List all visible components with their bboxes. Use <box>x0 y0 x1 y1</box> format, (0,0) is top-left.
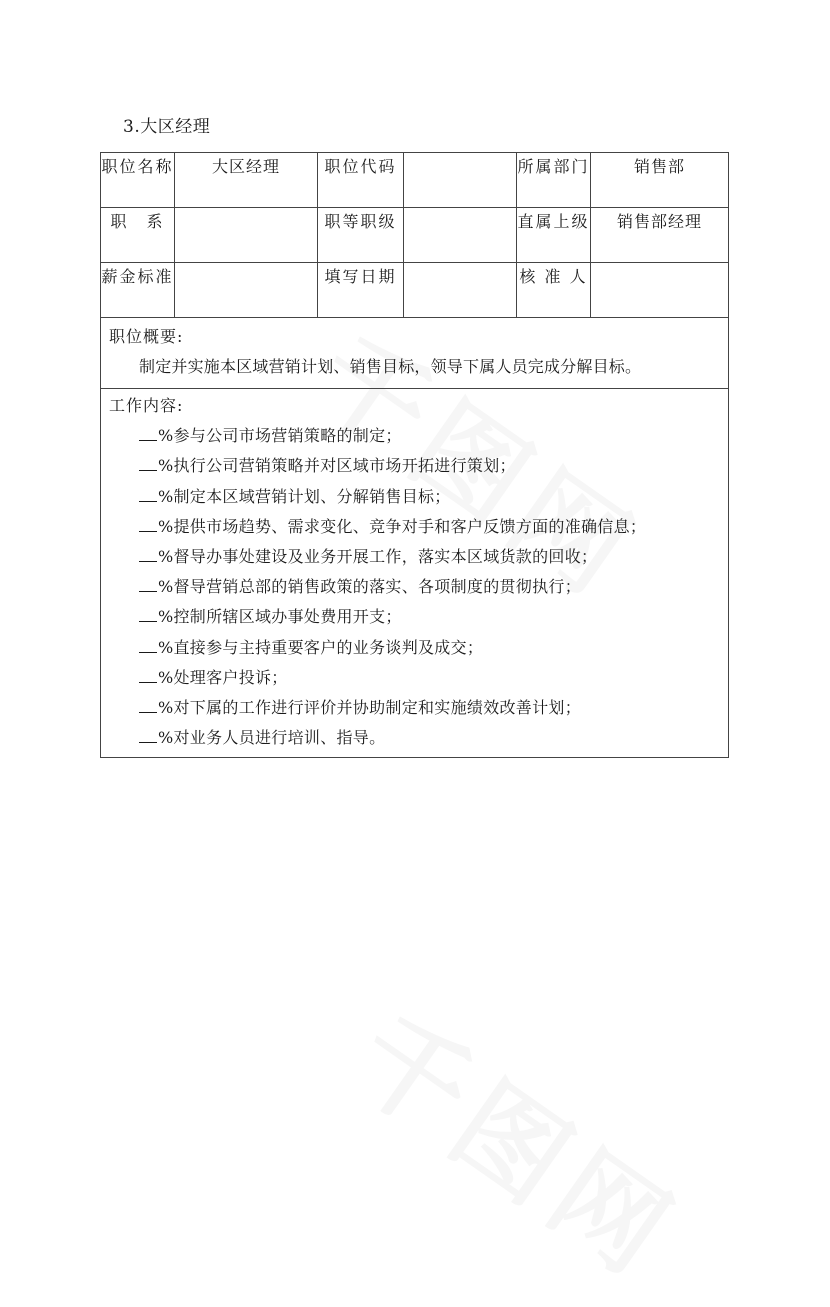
percentage-blank <box>139 517 157 532</box>
percentage-blank <box>139 698 157 713</box>
percentage-blank <box>139 456 157 471</box>
section-title: 3.大区经理 <box>123 117 211 137</box>
percentage-blank <box>139 426 157 441</box>
table-row <box>101 208 729 263</box>
position-code-value <box>404 153 517 208</box>
table-row <box>101 263 729 318</box>
percentage-blank <box>139 487 157 502</box>
percentage-blank <box>139 577 157 592</box>
list-item <box>139 542 722 572</box>
job-family-value <box>175 208 318 263</box>
summary-cell <box>101 318 729 389</box>
fill-date-value <box>404 263 517 318</box>
list-item <box>139 633 722 663</box>
list-item <box>139 572 722 602</box>
percentage-blank <box>139 547 157 562</box>
list-item <box>139 663 722 693</box>
duty-text: %处理客户投诉； <box>158 667 288 687</box>
percentage-blank <box>139 638 157 653</box>
position-name-value: 大区经理 <box>175 153 318 208</box>
position-code-label: 职位代码 <box>318 153 404 208</box>
duty-text: %控制所辖区域办事处费用开支； <box>158 607 402 627</box>
department-value: 销售部 <box>591 153 729 208</box>
position-name-label: 职位名称 <box>101 153 175 208</box>
duties-cell <box>101 389 729 758</box>
direct-supervisor-label: 直属上级 <box>517 208 591 263</box>
duty-text: %提供市场趋势、需求变化、竞争对手和客户反馈方面的准确信息； <box>158 516 647 536</box>
duties-row <box>101 389 729 758</box>
salary-standard-value <box>175 263 318 318</box>
duty-text: %执行公司营销策略并对区域市场开拓进行策划； <box>158 456 516 476</box>
duty-text: %督导营销总部的销售政策的落实、各项制度的贯彻执行； <box>158 577 582 597</box>
grade-level-value <box>404 208 517 263</box>
watermark <box>327 971 713 1307</box>
department-label: 所属部门 <box>517 153 591 208</box>
summary-title: 职位概要: <box>109 327 184 346</box>
duty-text: %参与公司市场营销策略的制定； <box>158 426 402 446</box>
percentage-blank <box>139 607 157 622</box>
duties-list <box>109 421 722 753</box>
duty-text: %督导办事处建设及业务开展工作，落实本区域货款的回收； <box>158 547 598 567</box>
grade-level-label: 职等职级 <box>318 208 404 263</box>
percentage-blank <box>139 728 157 743</box>
summary-text: 制定并实施本区域营销计划、销售目标，领导下属人员完成分解目标。 <box>139 357 642 376</box>
percentage-blank <box>139 668 157 683</box>
duty-text: %对下属的工作进行评价并协助制定和实施绩效改善计划； <box>158 698 582 718</box>
salary-standard-label: 薪金标准 <box>101 263 175 318</box>
list-item <box>139 482 722 512</box>
list-item <box>139 723 722 753</box>
job-description-table <box>100 152 729 758</box>
duty-text: %对业务人员进行培训、指导。 <box>158 728 386 748</box>
duties-title: 工作内容: <box>109 396 184 415</box>
summary-row <box>101 318 729 389</box>
list-item <box>139 693 722 723</box>
list-item <box>139 512 722 542</box>
approver-label: 核 准 人 <box>517 263 591 318</box>
direct-supervisor-value: 销售部经理 <box>591 208 729 263</box>
approver-value <box>591 263 729 318</box>
list-item <box>139 602 722 632</box>
list-item <box>139 421 722 451</box>
job-family-label: 职 系 <box>101 208 175 263</box>
duty-text: %直接参与主持重要客户的业务谈判及成交； <box>158 637 484 657</box>
duty-text: %制定本区域营销计划、分解销售目标； <box>158 486 451 506</box>
list-item <box>139 451 722 481</box>
fill-date-label: 填写日期 <box>318 263 404 318</box>
table-row <box>101 153 729 208</box>
